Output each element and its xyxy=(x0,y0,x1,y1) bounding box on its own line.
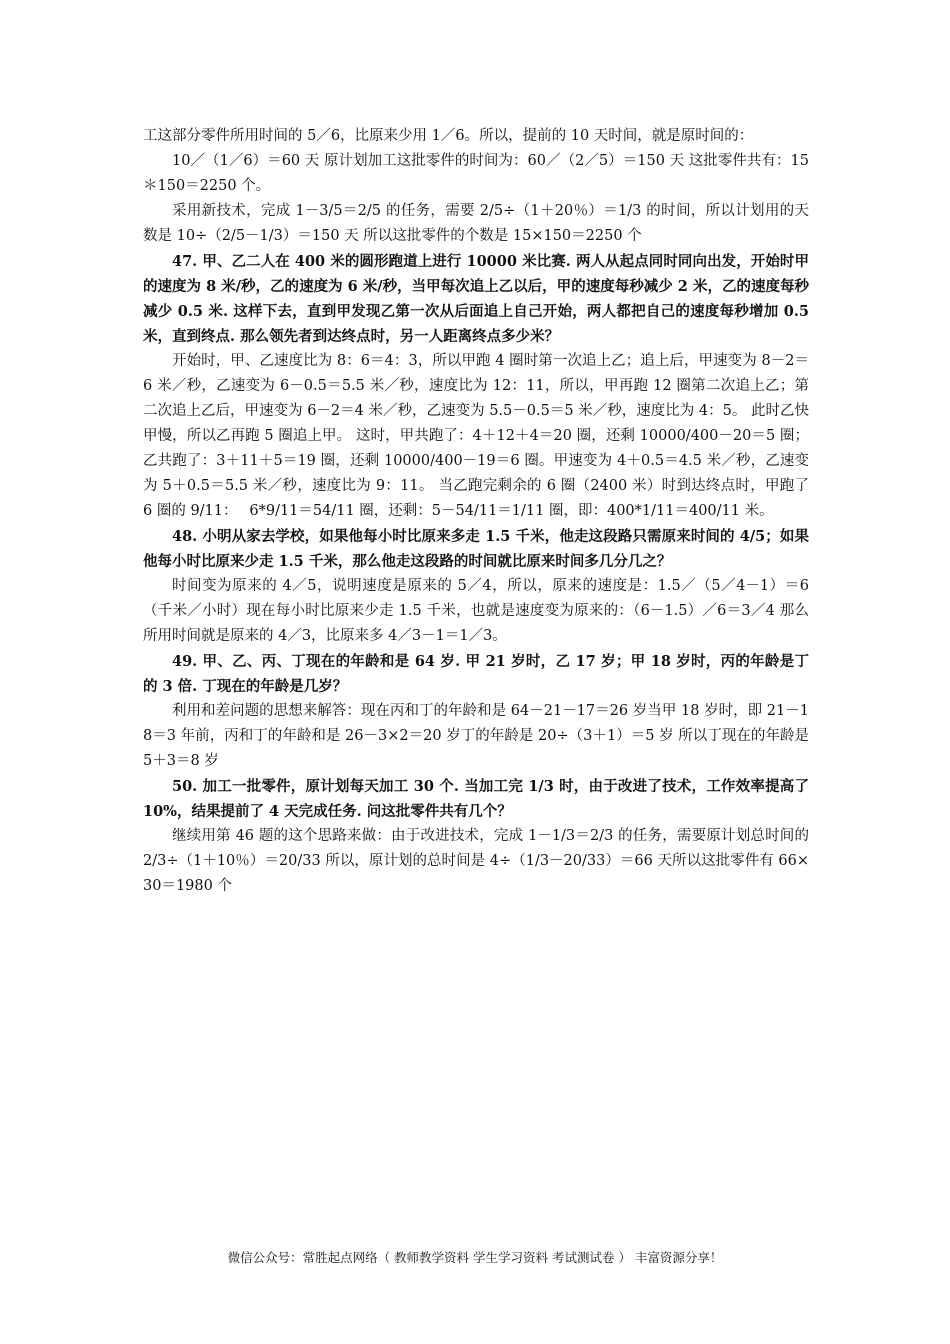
question-47: 47. 甲、乙二人在 400 米的圆形跑道上进行 10000 米比赛. 两人从起点同时同向出发，开始时甲的速度为 8 米/秒，乙的速度为 6 米/秒，当甲每次追上乙以后，甲的速度每秒减少 2 米，乙的速度每秒减少 0.5 米. 这样下去，直到甲发现乙第一次从后面追上自己开始，两人都把自己的速度每秒增加 0.5 米，直到终点. 那么领先者到达终点时，另一人距离终点多少米？ xyxy=(143,253,809,345)
question-50: 50. 加工一批零件，原计划每天加工 30 个. 当加工完 1/3 时，由于改进了技术，工作效率提高了 10%，结果提前了 4 天完成任务. 问这批零件共有几个？ xyxy=(143,778,809,820)
answer-50: 继续用第 46 题的这个思路来做：由于改进技术，完成 1－1/3＝2/3 的任务，需要原计划总时间的 2/3÷（1＋10％）＝20/33 所以，原计划的总时间是 4÷（1/3－20/33）＝66 天所以这批零件有 66×30＝1980 个 xyxy=(143,828,809,894)
answer-47: 开始时，甲、乙速度比为 8：6＝4：3，所以甲跑 4 圈时第一次追上乙；追上后，甲速变为 8－2＝6 米／秒，乙速变为 6－0.5＝5.5 米／秒，速度比为 12：11，所以，甲再跑 12 圈第二次追上乙；第二次追上乙后，甲速变为 6－2＝4 米／秒，乙速变为 5.5－0.5＝5 米／秒，速度比为 4：5。 此时乙快甲慢，所以乙再跑 5 圈追上甲。 这时，甲共跑了：4＋12＋4＝20 圈，还剩 10000/400－20＝5 圈；乙共跑了：3＋11＋5＝19 圈，还剩 10000/400－19＝6 圈。甲速变为 4＋0.5＝4.5 米／秒，乙速变为 5＋0.5＝5.5 米／秒，速度比为 9：11。 当乙跑完剩余的 6 圈（2400 米）时到达终点时，甲跑了 6 圈的 9/11： 6*9/11＝54/11 圈，还剩：5－54/11＝1/11 圈，即：400*1/11＝400/11 米。 xyxy=(143,353,809,519)
answer-paragraph: 10／（1／6）＝60 天 原计划加工这批零件的时间为：60／（2／5）＝150 天 这批零件共有：15＊150＝2250 个。 xyxy=(143,153,809,194)
page-footer: 微信公众号：常胜起点网络（ 教师教学资料 学生学习资料 考试测试卷 ） 丰富资源分享！ xyxy=(227,1250,723,1265)
answer-48: 时间变为原来的 4／5，说明速度是原来的 5／4，所以，原来的速度是：1.5／（5／4－1）＝6（千米／小时）现在每小时比原来少走 1.5 千米，也就是速度变为原来的：（6－1.5）／6＝3／4 那么所用时间就是原来的 4／3，比原来多 4／3－1＝1／3。 xyxy=(143,578,809,644)
answer-paragraph: 工这部分零件所用时间的 5／6，比原来少用 1／6。所以，提前的 10 天时间，就是原时间的： xyxy=(143,128,754,144)
answer-49: 利用和差问题的思想来解答：现在丙和丁的年龄和是 64－21－17＝26 岁当甲 18 岁时，即 21－18＝3 年前，丙和丁的年龄和是 26－3×2＝20 岁丁的年龄是 20÷（3＋1）＝5 岁 所以丁现在的年龄是 5＋3＝8 岁 xyxy=(143,703,809,769)
answer-paragraph: 采用新技术，完成 1－3/5＝2/5 的任务，需要 2/5÷（1＋20％）＝1/3 的时间，所以计划用的天数是 10÷（2/5－1/3）＝150 天 所以这批零件的个数是 15×150＝2250 个 xyxy=(143,203,809,244)
question-48: 48. 小明从家去学校，如果他每小时比原来多走 1.5 千米，他走这段路只需原来时间的 4/5；如果他每小时比原来少走 1.5 千米，那么他走这段路的时间就比原来时间多几分几之？ xyxy=(143,528,809,570)
question-49: 49. 甲、乙、丙、丁现在的年龄和是 64 岁. 甲 21 岁时，乙 17 岁；甲 18 岁时，丙的年龄是丁的 3 倍. 丁现在的年龄是几岁？ xyxy=(143,653,809,695)
document-body xyxy=(143,124,809,899)
